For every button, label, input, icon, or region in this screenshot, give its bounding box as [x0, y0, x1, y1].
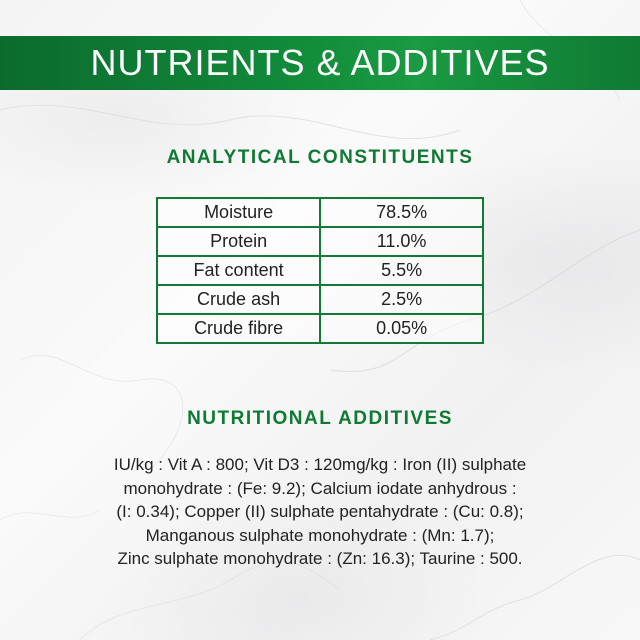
table-row: [157, 314, 483, 343]
additives-line: monohydrate : (Fe: 9.2); Calcium iodate anhydrous :: [123, 478, 517, 498]
constituent-name: Fat content: [157, 256, 320, 285]
constituent-name: Moisture: [157, 198, 320, 227]
constituent-value: 2.5%: [320, 285, 483, 314]
analytical-constituents-table: [156, 197, 484, 344]
table-row: [157, 285, 483, 314]
constituent-value: 0.05%: [320, 314, 483, 343]
constituent-name: Protein: [157, 227, 320, 256]
additives-line: IU/kg : Vit A : 800; Vit D3 : 120mg/kg : Iron (II) sulphate: [113, 455, 527, 474]
constituent-value: 11.0%: [320, 227, 483, 256]
constituent-value: 78.5%: [320, 198, 483, 227]
nutritional-additives-text: [20, 453, 620, 571]
additives-line: (I: 0.34); Copper (II) sulphate pentahydrate : (Cu: 0.8);: [116, 502, 524, 521]
additives-line: Manganous sulphate monohydrate : (Mn: 1.7);: [145, 525, 495, 545]
additives-line: Zinc sulphate monohydrate : (Zn: 16.3); Taurine : 500.: [117, 549, 523, 568]
table-row: [157, 227, 483, 256]
table-row: [157, 256, 483, 285]
constituent-name: Crude fibre: [157, 314, 320, 343]
table-row: [157, 198, 483, 227]
nutritional-additives-heading: NUTRITIONAL ADDITIVES: [187, 408, 453, 429]
analytical-constituents-heading: ANALYTICAL CONSTITUENTS: [166, 147, 474, 168]
constituent-value: 5.5%: [320, 256, 483, 285]
title-banner: [0, 36, 640, 90]
page-title: NUTRIENTS & ADDITIVES: [90, 42, 550, 83]
constituent-name: Crude ash: [157, 285, 320, 314]
